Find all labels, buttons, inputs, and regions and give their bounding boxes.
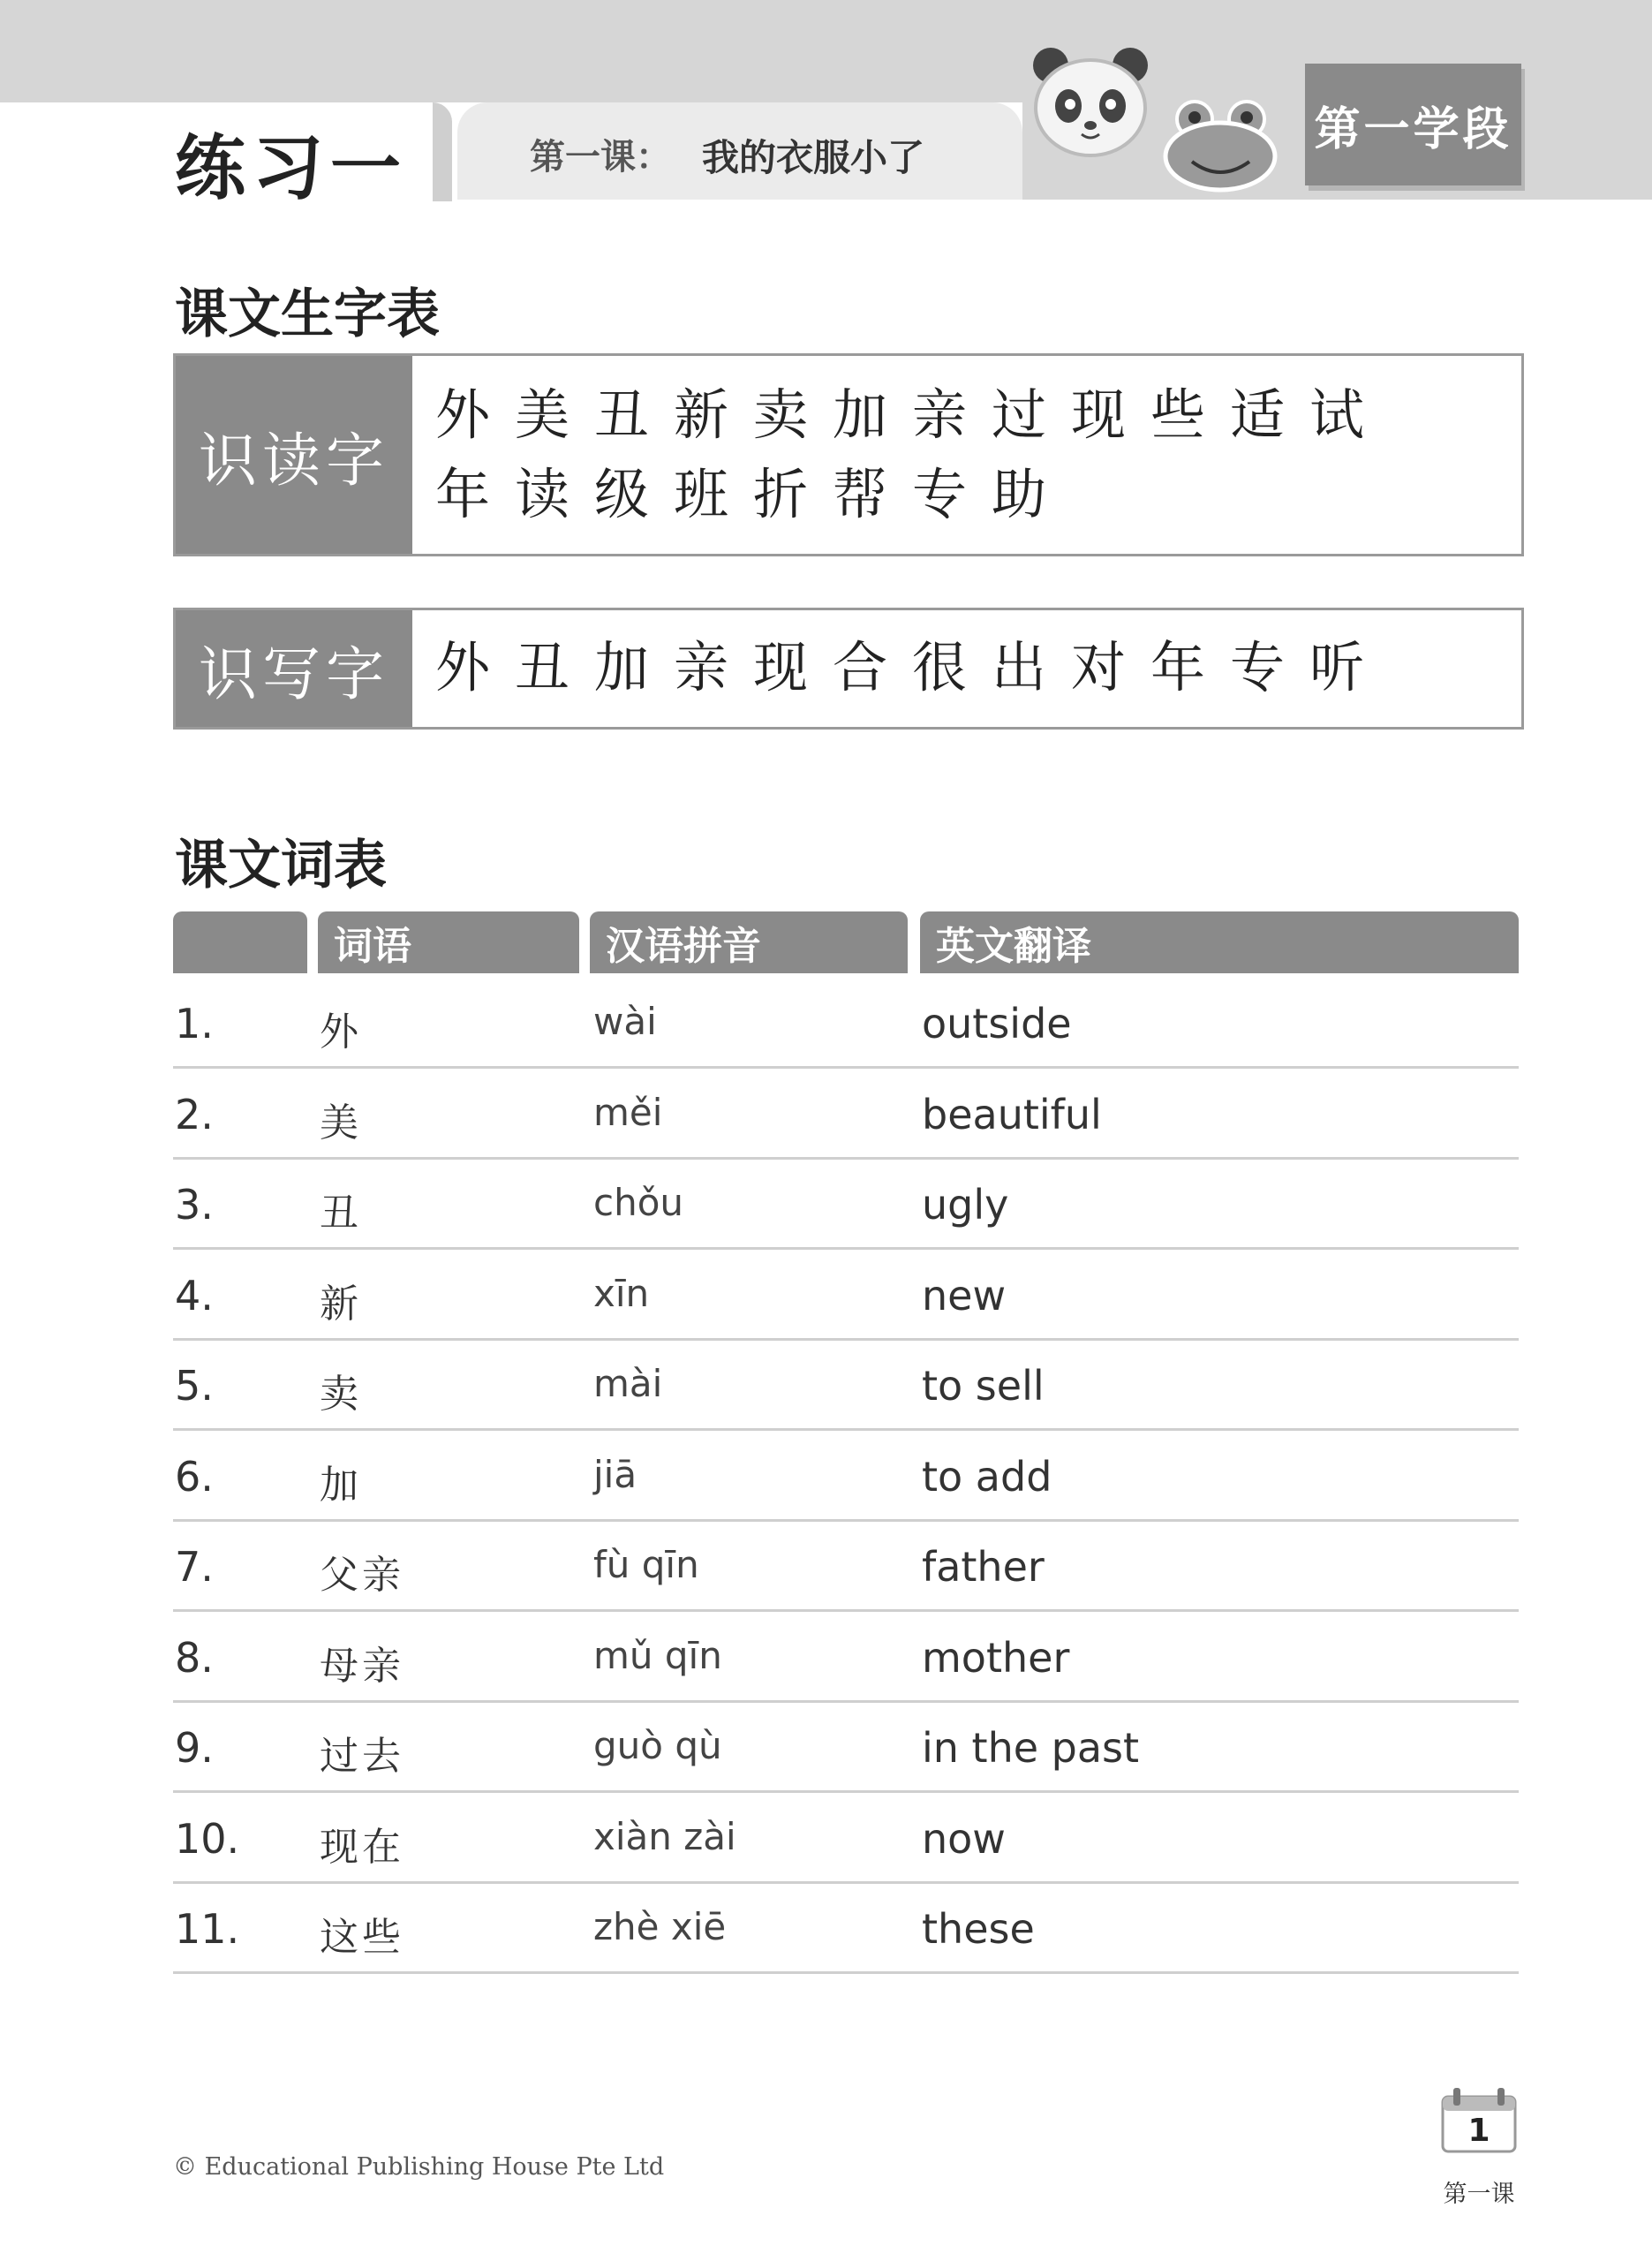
row-word: 卖 xyxy=(320,1372,362,1417)
reading-characters-label: 识读字 xyxy=(176,356,412,554)
page-lesson-label: 第一课 xyxy=(1443,2181,1515,2208)
row-english: outside xyxy=(922,1000,1072,1047)
table-head-pinyin: 汉语拼音 xyxy=(590,911,908,973)
row-english: to sell xyxy=(922,1362,1045,1410)
row-pinyin: fù qīn xyxy=(593,1543,699,1586)
row-english: now xyxy=(922,1814,1006,1863)
row-word: 丑 xyxy=(320,1191,362,1236)
row-pinyin: měi xyxy=(593,1090,663,1134)
row-number: 1. xyxy=(175,1000,214,1047)
row-word: 现在 xyxy=(320,1824,404,1870)
row-word: 过去 xyxy=(320,1734,404,1779)
copyright: © Educational Publishing House Pte Ltd xyxy=(173,2153,665,2181)
row-number: 10. xyxy=(175,1814,240,1863)
table-row xyxy=(173,1251,1519,1341)
row-number: 8. xyxy=(175,1633,214,1682)
row-pinyin: xīn xyxy=(593,1271,650,1315)
row-pinyin: mǔ qīn xyxy=(593,1633,722,1677)
page-title: 练习一 xyxy=(175,127,408,209)
row-english: new xyxy=(922,1271,1007,1320)
row-english: beautiful xyxy=(922,1090,1102,1138)
reading-characters-box xyxy=(173,353,1524,556)
row-number: 3. xyxy=(175,1181,214,1229)
row-pinyin: mài xyxy=(593,1362,663,1405)
table-row xyxy=(173,1432,1519,1522)
row-english: father xyxy=(922,1543,1045,1591)
writing-characters-label: 识写字 xyxy=(176,610,412,727)
table-row xyxy=(173,1613,1519,1703)
table-row xyxy=(173,1794,1519,1884)
reading-characters xyxy=(412,356,1521,554)
row-word: 母亲 xyxy=(320,1643,404,1689)
writing-characters xyxy=(412,610,1521,727)
row-number: 5. xyxy=(175,1362,214,1410)
reading-characters-line: 年读级班折帮专助 xyxy=(435,462,1072,526)
table-row xyxy=(173,1160,1519,1250)
table-head-word: 词语 xyxy=(318,911,579,973)
table-head-english: 英文翻译 xyxy=(920,911,1519,973)
table-head-number xyxy=(173,911,307,973)
writing-characters-box xyxy=(173,608,1524,730)
frog-icon xyxy=(1161,93,1280,194)
row-number: 6. xyxy=(175,1452,214,1501)
table-row xyxy=(173,1703,1519,1793)
lesson-title: 我的衣服小了 xyxy=(702,136,925,179)
writing-characters-line: 外丑加亲现合很出对年专听 xyxy=(435,635,1390,699)
table-row xyxy=(173,1522,1519,1612)
row-number: 7. xyxy=(175,1543,214,1591)
vocab-table-heading: 课文词表 xyxy=(175,835,387,896)
table-row xyxy=(173,1341,1519,1431)
table-row xyxy=(173,979,1519,1069)
row-word: 美 xyxy=(320,1100,362,1146)
panda-icon xyxy=(1024,35,1157,168)
stage-badge: 第一学段 xyxy=(1305,64,1521,185)
row-word: 父亲 xyxy=(320,1553,404,1598)
row-english: to add xyxy=(922,1452,1052,1501)
row-pinyin: jiā xyxy=(593,1452,637,1496)
row-word: 外 xyxy=(320,1010,362,1055)
table-row xyxy=(173,1884,1519,1974)
row-pinyin: chǒu xyxy=(593,1181,684,1224)
lesson-label: 第一课： xyxy=(530,137,671,178)
row-word: 新 xyxy=(320,1281,362,1327)
row-pinyin: zhè xiē xyxy=(593,1905,727,1948)
row-english: these xyxy=(922,1905,1035,1953)
row-word: 加 xyxy=(320,1462,362,1508)
page-number: 1 xyxy=(1467,2113,1490,2149)
row-pinyin: guò qù xyxy=(593,1724,722,1767)
reading-characters-line: 外美丑新卖加亲过现些适试 xyxy=(435,382,1390,447)
row-pinyin: xiàn zài xyxy=(593,1814,736,1858)
table-row xyxy=(173,1070,1519,1160)
row-word: 这些 xyxy=(320,1915,404,1960)
row-english: mother xyxy=(922,1633,1070,1682)
row-number: 11. xyxy=(175,1905,240,1953)
row-pinyin: wài xyxy=(593,1000,657,1043)
row-english: in the past xyxy=(922,1724,1140,1772)
row-number: 2. xyxy=(175,1090,214,1138)
character-table-heading: 课文生字表 xyxy=(175,284,440,345)
row-english: ugly xyxy=(922,1181,1009,1229)
row-number: 4. xyxy=(175,1271,214,1320)
row-number: 9. xyxy=(175,1724,214,1772)
